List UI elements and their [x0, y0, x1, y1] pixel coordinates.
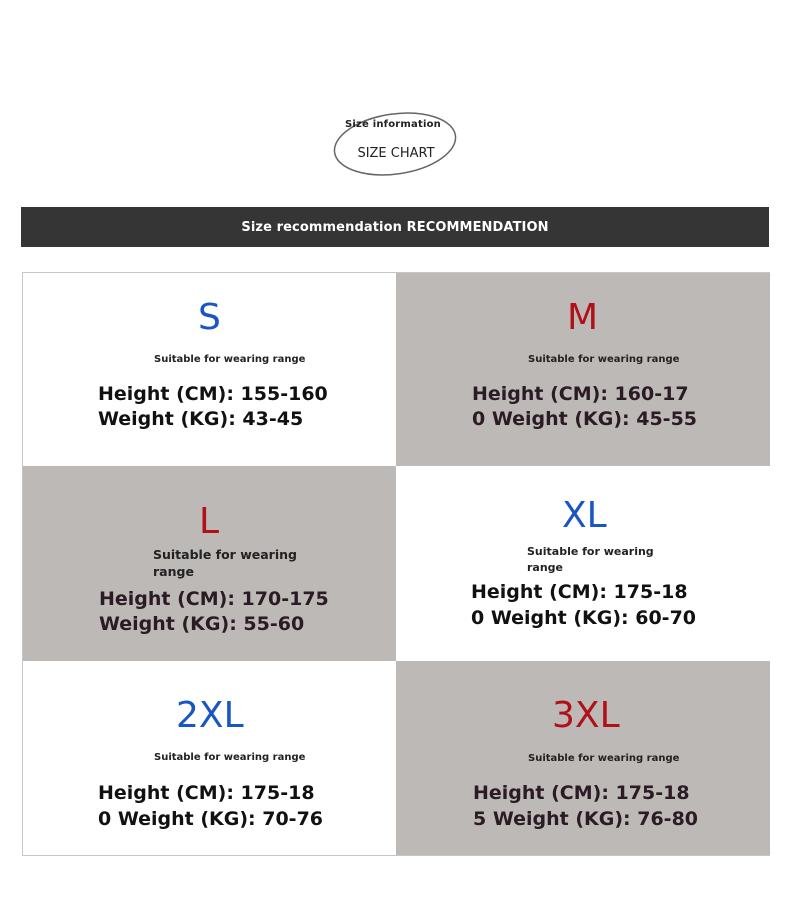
size-information-label: Size information	[345, 119, 441, 130]
size-chart-title: SIZE CHART	[357, 146, 435, 161]
suitable-range-label: Suitable for wearing range	[154, 354, 306, 365]
size-card-2xl	[23, 661, 396, 855]
weight-range: 0 Weight (KG): 70-76	[98, 808, 324, 830]
size-card-s	[23, 273, 396, 466]
height-range: Height (CM): 175-18	[98, 782, 315, 804]
size-card-m	[396, 273, 770, 466]
weight-range: 0 Weight (KG): 45-55	[472, 408, 698, 430]
size-letter: 3XL	[552, 695, 620, 736]
size-chart-badge	[333, 109, 459, 177]
height-range: Height (CM): 160-17	[472, 383, 689, 405]
height-range: Height (CM): 170-175	[99, 588, 329, 610]
height-range: Height (CM): 155-160	[98, 383, 328, 405]
suitable-range-label: Suitable for wearing range	[153, 547, 297, 579]
suitable-range-label: Suitable for wearing range	[154, 752, 306, 763]
height-range: Height (CM): 175-18	[471, 581, 688, 603]
size-letter: M	[567, 297, 599, 338]
size-letter: 2XL	[176, 695, 244, 736]
weight-range: Weight (KG): 55-60	[99, 613, 305, 635]
size-card-3xl	[396, 661, 770, 855]
weight-range: Weight (KG): 43-45	[98, 408, 304, 430]
recommendation-banner	[21, 207, 769, 247]
size-grid	[22, 272, 770, 856]
size-card-l	[23, 466, 396, 661]
height-range: Height (CM): 175-18	[473, 782, 690, 804]
banner-title: Size recommendation RECOMMENDATION	[241, 219, 549, 235]
size-card-xl	[396, 466, 770, 661]
suitable-range-label: Suitable for wearing range	[528, 354, 680, 365]
suitable-range-label: Suitable for wearing range	[527, 545, 654, 574]
size-letter: S	[198, 297, 221, 338]
weight-range: 0 Weight (KG): 60-70	[471, 607, 697, 629]
suitable-range-label: Suitable for wearing range	[528, 753, 680, 764]
size-letter: L	[199, 501, 220, 542]
weight-range: 5 Weight (KG): 76-80	[473, 808, 699, 830]
size-letter: XL	[562, 495, 607, 536]
